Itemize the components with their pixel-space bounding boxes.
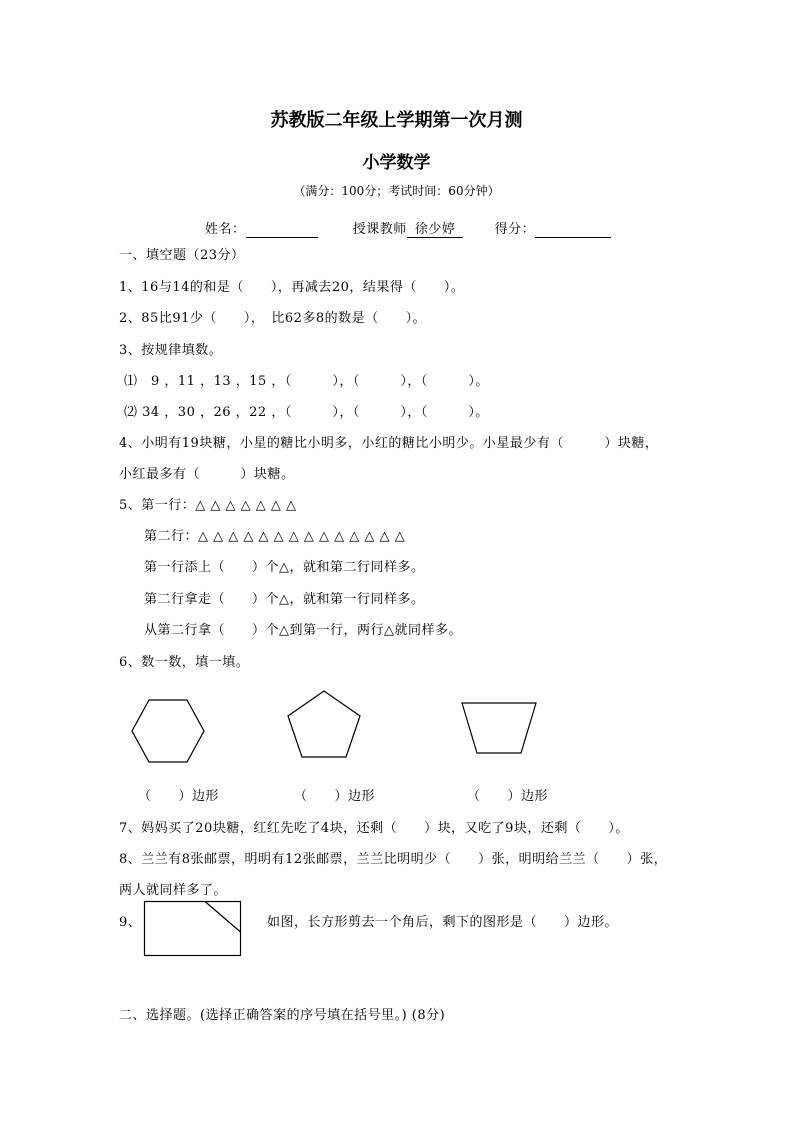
name-label: 姓名：	[205, 222, 246, 237]
subject-title: 小学数学	[362, 153, 431, 173]
question-9-text: 如图，长方形剪去一个角后，剩下的图形是（ ）边形。	[267, 915, 619, 930]
score-label: 得分：	[494, 222, 536, 237]
q6-blank-1: （ ）边形	[138, 789, 220, 804]
exam-note: （满分：100分；考试时间：60分钟）	[293, 184, 500, 198]
score-blank[interactable]	[535, 223, 611, 238]
hexagon-figure	[130, 698, 206, 764]
question-9-number: 9、	[119, 915, 142, 930]
trapezoid-figure	[459, 700, 539, 756]
question-3: 3、按规律填数。	[119, 343, 223, 358]
cut-rectangle-figure	[143, 900, 243, 958]
question-2: 2、85比91少（ ）， 比62多8的数是（ ）。	[119, 311, 427, 326]
teacher-name: 徐少婷	[407, 218, 464, 238]
page-title: 苏教版二年级上学期第一次月测	[270, 110, 523, 131]
question-4-line1: 4、小明有19块糖，小星的糖比小明多，小红的糖比小明少。小星最少有（ ）块糖，	[119, 436, 659, 451]
question-5-row2: 第二行：△ △ △ △ △ △ △ △ △ △ △ △ △ △	[144, 529, 406, 544]
question-4-line2: 小红最多有（ ）块糖。	[119, 467, 295, 482]
question-5-row1: 5、第一行：△ △ △ △ △ △ △	[119, 498, 297, 513]
pentagon-figure	[284, 688, 364, 760]
question-3-2: ⑵ 34 ，30 ，26 ，22 ，（ ），（ ），（ ）。	[124, 405, 489, 420]
name-blank[interactable]	[246, 223, 318, 238]
question-5-a: 第一行添上（ ）个△，就和第二行同样多。	[144, 560, 425, 575]
q6-blank-2: （ ）边形	[294, 789, 376, 804]
question-1: 1、16与14的和是（ ），再减去20，结果得（ ）。	[119, 280, 465, 295]
teacher-label: 授课教师	[352, 222, 407, 237]
section2-heading: 二、选择题。(选择正确答案的序号填在括号里。) (8分)	[119, 1008, 446, 1023]
question-6: 6、数一数，填一填。	[119, 655, 250, 670]
section1-heading: 一、填空题（23分）	[119, 248, 245, 263]
info-row	[205, 218, 611, 238]
question-5-b: 第二行拿走（ ）个△，就和第一行同样多。	[144, 592, 425, 607]
question-5-c: 从第二行拿（ ）个△到第一行，两行△就同样多。	[144, 623, 462, 638]
question-8-line2: 两人就同样多了。	[119, 883, 228, 898]
q6-blank-3: （ ）边形	[467, 789, 549, 804]
question-8-line1: 8、兰兰有8张邮票，明明有12张邮票，兰兰比明明少（ ）张，明明给兰兰（ ）张，	[119, 852, 668, 867]
question-3-1: ⑴ 9 ，11 ，13 ，15 ，（ ），（ ），（ ）。	[124, 374, 489, 389]
question-7: 7、妈妈买了20块糖，红红先吃了4块，还剩（ ）块，又吃了9块，还剩（ ）。	[119, 821, 629, 836]
